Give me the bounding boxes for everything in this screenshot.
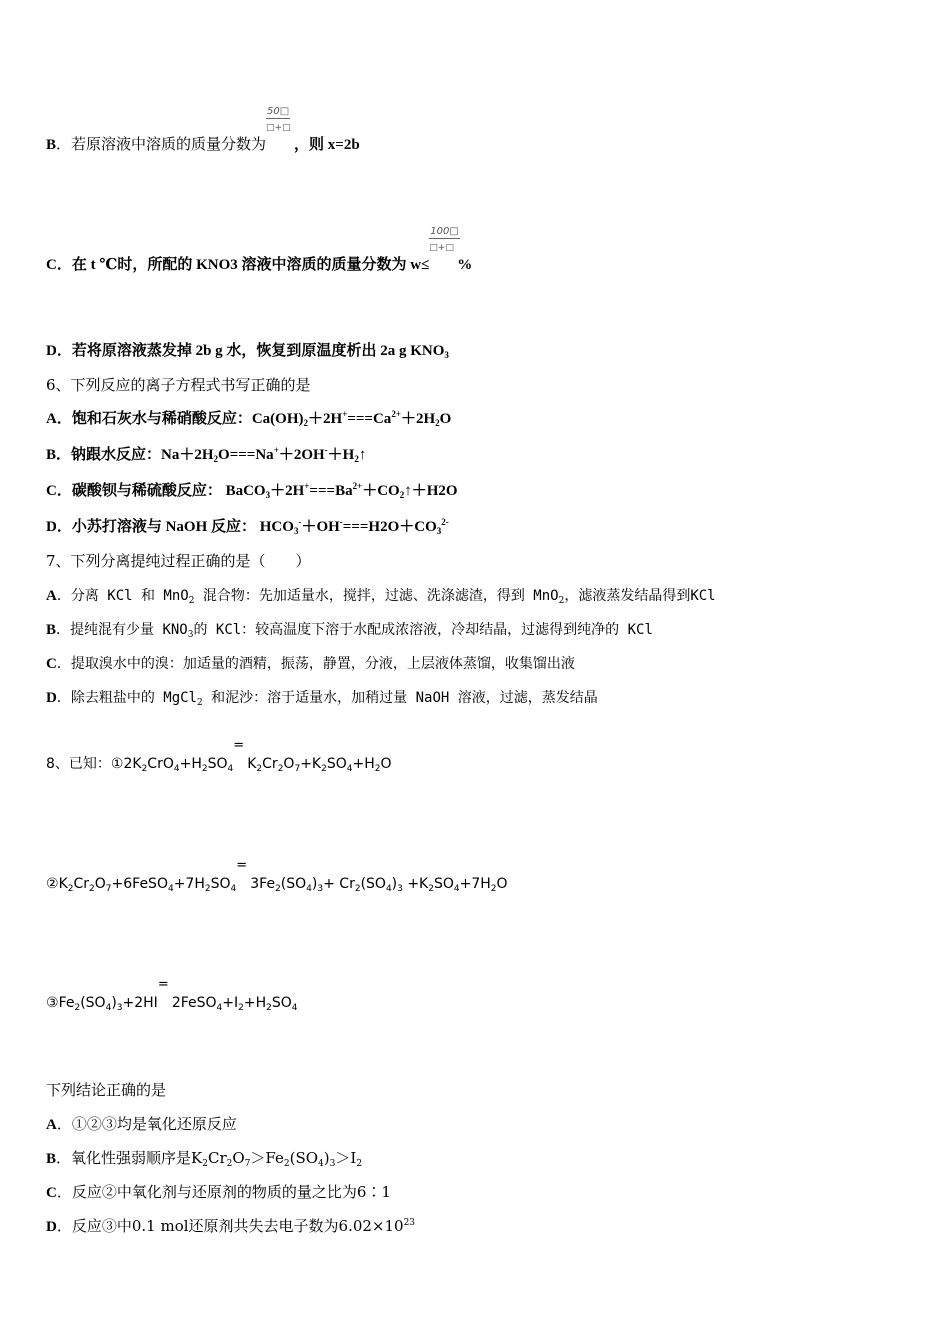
option-letter: B — [46, 137, 57, 153]
option-text: ＞Fe — [250, 1149, 284, 1167]
option-text: ，滤液蒸发结晶得到KCl — [564, 588, 716, 604]
option-text: O===Na — [218, 447, 274, 463]
q8-option-d — [46, 1216, 415, 1237]
option-text: ) — [323, 1149, 330, 1167]
superscript: + — [304, 481, 310, 491]
option-text: O — [232, 1149, 245, 1167]
subscript: 2 — [201, 764, 208, 774]
formula-part: +H — [352, 756, 375, 772]
fraction-numerator: 100□ — [430, 226, 459, 237]
option-letter: B — [46, 1151, 57, 1167]
formula-part: +H — [179, 756, 202, 772]
superscript: - — [298, 517, 302, 527]
formula-part: (SO — [280, 876, 307, 892]
option-text: ===Ca — [347, 411, 392, 427]
option-text: ．提纯混有少量 KNO — [56, 622, 188, 638]
formula-part: K — [58, 876, 68, 892]
formula-part: O — [496, 876, 508, 892]
subscript: 2 — [74, 1003, 81, 1013]
option-suffix: % — [457, 257, 473, 273]
subscript: 2 — [374, 764, 381, 774]
option-letter: C — [46, 483, 57, 499]
subscript: 2 — [226, 1159, 233, 1169]
subscript: 4 — [306, 884, 312, 894]
superscript: + — [342, 409, 348, 419]
q5-option-d — [46, 341, 449, 361]
subscript: 4 — [167, 884, 174, 894]
subscript: 2 — [435, 418, 440, 428]
circled-number: ② — [46, 876, 59, 892]
subscript: 2 — [399, 490, 405, 500]
formula-part: +I — [222, 995, 239, 1011]
option-text: 混合物：先加适量水，搅拌，过滤、洗涤滤渣，得到 MnO — [194, 588, 559, 604]
subscript: 3 — [265, 490, 271, 500]
superscript: 2+ — [352, 481, 363, 491]
option-text: ↑ — [358, 447, 367, 463]
subscript: 7 — [105, 884, 112, 894]
subscript: 2 — [558, 596, 565, 606]
superscript: 23 — [403, 1218, 416, 1228]
option-letter: D — [46, 519, 57, 535]
formula-part: SO — [433, 876, 454, 892]
superscript: - — [324, 445, 328, 455]
fraction — [266, 106, 294, 154]
option-text: ＋H — [327, 447, 355, 463]
q8-option-a — [46, 1114, 237, 1135]
reaction-sign — [233, 738, 247, 774]
option-text: ．小苏打溶液与 NaOH 反应： HCO — [56, 519, 294, 535]
subscript: 3 — [436, 526, 442, 536]
subscript: 2 — [188, 596, 195, 606]
formula-part: ) — [111, 995, 117, 1011]
q6-option-a — [46, 408, 451, 429]
option-letter: A — [46, 588, 57, 604]
option-text: O — [439, 411, 452, 427]
fraction-denominator: □+□ — [429, 243, 454, 253]
q7-option-d — [46, 687, 598, 708]
option-text: ＋2H — [270, 483, 305, 499]
formula-part: SO — [326, 756, 347, 772]
subscript: 3 — [187, 630, 194, 640]
formula-part: +K — [300, 756, 322, 772]
subscript: 3 — [293, 526, 299, 536]
subscript: 2 — [354, 884, 361, 894]
option-letter: C — [46, 257, 57, 273]
subscript: 2 — [197, 698, 203, 708]
q7-stem: 7、下列分离提纯过程正确的是（ ） — [46, 552, 311, 570]
option-letter: D — [46, 690, 57, 706]
q7-option-b — [46, 619, 653, 640]
q8-conclusion: 下列结论正确的是 — [46, 1081, 167, 1099]
option-letter: C — [46, 1185, 57, 1201]
option-text: (SO — [289, 1149, 319, 1167]
q6-option-c — [46, 480, 458, 501]
q5-option-b — [46, 106, 360, 155]
subscript: 2 — [275, 884, 281, 894]
formula-part: O — [380, 756, 392, 772]
subscript: 7 — [294, 764, 301, 774]
q8-equation-2 — [46, 858, 508, 894]
superscript: - — [339, 517, 343, 527]
superscript: 2+ — [391, 409, 401, 419]
subscript: 2 — [356, 1159, 363, 1169]
option-text: ．若原溶液中溶质的质量分数为 — [56, 135, 267, 153]
formula-part: (SO — [360, 876, 386, 892]
option-text: ．在 t ℃时，所配的 KNO3 溶液中溶质的质量分数为 w≤ — [56, 257, 430, 273]
option-text: ↑＋H2O — [404, 483, 458, 499]
subscript: 2 — [283, 1159, 290, 1169]
subscript: 4 — [346, 764, 353, 774]
subscript: 2 — [89, 884, 95, 894]
equals-sign: = — [236, 858, 248, 873]
formula-part: +7H — [459, 876, 491, 892]
subscript: 2 — [266, 1003, 272, 1013]
subscript: 2 — [256, 764, 263, 774]
subscript: 4 — [227, 764, 234, 774]
formula-part: +7H — [173, 876, 205, 892]
option-text: ．反应③中0.1 mol还原剂共失去电子数为6.02×10 — [56, 1217, 404, 1235]
option-text: ．①②③均是氧化还原反应 — [56, 1115, 237, 1133]
formula-part: SO — [207, 756, 228, 772]
subscript: 2 — [321, 764, 327, 774]
fraction-numerator: 50□ — [267, 106, 290, 117]
subscript: 3 — [444, 350, 449, 360]
subscript: 4 — [105, 1003, 112, 1013]
q8-option-b — [46, 1148, 362, 1169]
formula-part: ) — [391, 876, 398, 892]
formula-part: SO — [210, 876, 231, 892]
option-text: Cr — [207, 1149, 227, 1167]
formula-part: +2HI — [122, 995, 158, 1011]
option-text: ．钠跟水反应：Na＋2H — [56, 447, 214, 463]
q7-option-c — [46, 653, 575, 674]
option-letter: B — [46, 447, 57, 463]
q6-stem: 6、下列反应的离子方程式书写正确的是 — [46, 376, 311, 394]
q5-option-c — [46, 226, 473, 275]
subscript: 3 — [317, 884, 324, 894]
subscript: 2 — [238, 1003, 244, 1013]
formula-part: 2K — [123, 756, 142, 772]
equals-sign: = — [157, 977, 169, 992]
superscript: + — [273, 445, 279, 455]
option-text: 和泥沙：溶于适量水，加稍过量 NaOH 溶液，过滤，蒸发结晶 — [202, 690, 598, 706]
formula-part: Fe — [58, 995, 75, 1011]
subscript: 4 — [173, 764, 180, 774]
formula-part: + Cr — [323, 876, 355, 892]
option-text: ．除去粗盐中的 MgCl — [56, 690, 197, 706]
option-text: ．饱和石灰水与稀硝酸反应：Ca(OH) — [56, 411, 304, 427]
formula-part: CrO — [147, 756, 174, 772]
subscript: 3 — [397, 884, 403, 894]
option-letter: A — [46, 411, 57, 427]
subscript: 2 — [277, 764, 284, 774]
subscript: 2 — [428, 884, 434, 894]
fraction — [429, 226, 459, 274]
q8-equation-3 — [46, 977, 298, 1013]
equals-sign: = — [233, 738, 245, 753]
option-text: ＋2OH — [278, 447, 325, 463]
option-text: ．氧化性强弱顺序是K — [56, 1149, 203, 1167]
option-text: ＋OH — [301, 519, 340, 535]
option-text: ＋2H — [308, 411, 343, 427]
subscript: 4 — [453, 884, 460, 894]
option-text: ．反应②中氧化剂与还原剂的物质的量之比为6∶1 — [56, 1183, 391, 1201]
formula-part: (SO — [80, 995, 106, 1011]
subscript: 4 — [230, 884, 237, 894]
subscript: 4 — [216, 1003, 223, 1013]
subscript: 2 — [67, 884, 74, 894]
formula-part: 2FeSO — [171, 995, 217, 1011]
option-letter: D — [46, 1219, 57, 1235]
option-text: ＋CO — [362, 483, 400, 499]
q6-option-b — [46, 444, 366, 465]
formula-part: 3Fe — [250, 876, 276, 892]
subscript: 2 — [202, 1159, 208, 1169]
option-text: ．分离 KCl 和 MnO — [56, 588, 189, 604]
formula-part: +6FeSO — [111, 876, 168, 892]
q8-option-c — [46, 1182, 391, 1203]
reaction-sign — [157, 977, 172, 1013]
subscript: 3 — [329, 1159, 336, 1169]
formula-part: Cr — [262, 756, 278, 772]
option-text: ．若将原溶液蒸发掉 2b g 水，恢复到原温度析出 2a g KNO — [56, 343, 445, 359]
subscript: 2 — [204, 884, 211, 894]
option-text: ===Ba — [309, 483, 353, 499]
formula-part: SO — [271, 995, 292, 1011]
circled-number: ③ — [46, 995, 59, 1011]
formula-part: O — [283, 756, 295, 772]
fraction-denominator: □+□ — [266, 123, 291, 133]
reaction-sign — [236, 858, 250, 894]
subscript: 3 — [116, 1003, 123, 1013]
option-text: ．碳酸钡与稀硫酸反应： BaCO — [56, 483, 266, 499]
superscript: 2- — [441, 517, 449, 527]
q6-option-d — [46, 516, 449, 537]
option-text: ＋2H — [400, 411, 436, 427]
formula-part: K — [247, 756, 257, 772]
subscript: 4 — [291, 1003, 298, 1013]
option-letter: B — [46, 622, 57, 638]
option-text: ===H2O＋CO — [342, 519, 437, 535]
subscript: 4 — [385, 884, 392, 894]
subscript: 2 — [213, 454, 219, 464]
formula-part: O — [94, 876, 106, 892]
option-text: ．提取溴水中的溴：加适量的酒精，振荡，静置，分液，上层液体蒸馏，收集馏出液 — [56, 656, 575, 672]
subscript: 4 — [318, 1159, 324, 1169]
option-suffix: ，则 x=2b — [294, 137, 360, 153]
question-stem: 8、已知：① — [46, 756, 124, 772]
option-text: 的 KCl：较高温度下溶于水配成浓溶液，冷却结晶，过滤得到纯净的 KCl — [193, 622, 653, 638]
subscript: 2 — [303, 418, 309, 428]
option-letter: C — [46, 656, 57, 672]
option-letter: A — [46, 1117, 57, 1133]
formula-part: ) — [311, 876, 318, 892]
option-letter: D — [46, 343, 57, 359]
subscript: 2 — [141, 764, 148, 774]
subscript: 2 — [354, 454, 359, 464]
formula-part: +H — [243, 995, 267, 1011]
q8-equation-1 — [46, 738, 392, 774]
formula-part: Cr — [73, 876, 90, 892]
subscript: 2 — [490, 884, 497, 894]
formula-part: +K — [402, 876, 429, 892]
q7-option-a — [46, 585, 716, 606]
option-text: ＞I — [335, 1149, 357, 1167]
subscript: 7 — [244, 1159, 251, 1169]
